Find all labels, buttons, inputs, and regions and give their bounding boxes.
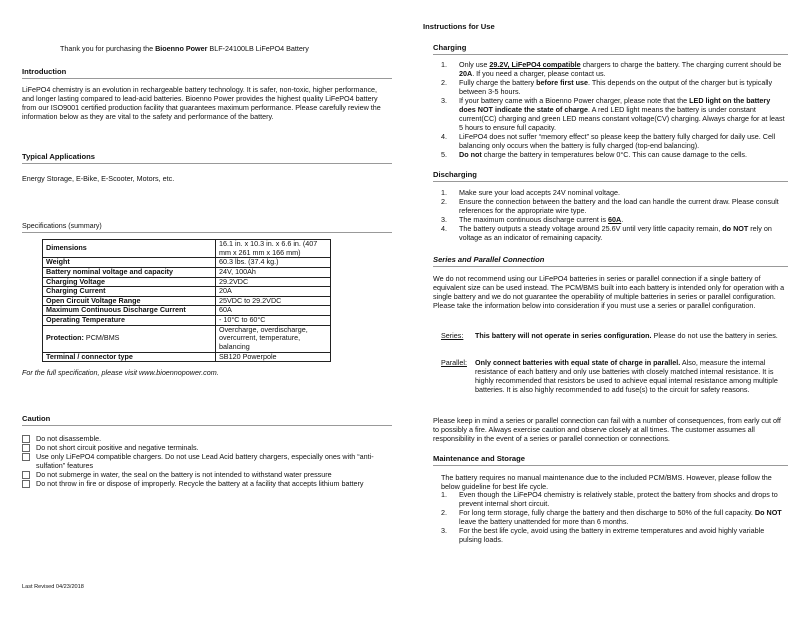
checkbox-icon xyxy=(22,471,30,479)
spec-key: Charging Current xyxy=(43,287,216,297)
charging-heading: Charging xyxy=(433,43,467,52)
spec-key: Charging Voltage xyxy=(43,277,216,287)
instructions-title: Instructions for Use xyxy=(423,22,495,31)
introduction-text: LiFePO4 chemistry is an evolution in rechargeable battery technology. It is safer, non-toxic, higher performance, and longer lasting compared to lead-acid batteries. Bioenno Power provides the highest quality LiFePO4 battery from our ISO9001 certified production facility that guarantees maximum performance. Please carefully review the information below as they are vital to the safety and performance of the battery. xyxy=(22,85,381,121)
list-item: 4. LiFePO4 does not suffer “memory effect” so please keep the battery fully charged for daily use. Cell balancing only occurs when the battery is fully charged (top-end balancing). xyxy=(441,132,776,150)
list-item: 2. Ensure the connection between the battery and the load can handle the current draw. Please consult references for the appropriate wire type. xyxy=(441,197,779,215)
list-item: Do not disassemble. xyxy=(22,434,384,443)
table-row xyxy=(43,325,331,352)
spec-key: Weight xyxy=(43,258,216,268)
divider xyxy=(22,425,392,426)
checkbox-icon xyxy=(22,480,30,488)
checkbox-icon xyxy=(22,435,30,443)
list-item: 1. Only use 29.2V, LiFePO4 compatible chargers to charge the battery. The charging current should be 20A. If you need a charger, please contact us. xyxy=(441,60,782,78)
parallel-note: Parallel: Only connect batteries with equal state of charge in parallel. Also, measure the internal resistance of each battery and only use batteries with closely matched internal resistance. It is highly recommended that resistors be used to achieve equal internal resistance among multiple batteries. It is also highly recommended to add fuse(s) to the circuit for safety reasons. xyxy=(441,358,778,394)
applications-text: Energy Storage, E-Bike, E-Scooter, Motors, etc. xyxy=(22,174,175,183)
charging-list xyxy=(441,60,786,159)
table-row xyxy=(43,352,331,362)
series-parallel-text: We do not recommend using our LiFePO4 batteries in series or parallel connection if a single battery of equivalent size can be used instead. The PCM/BMS built into each battery is intended only for operation with a single battery and we do not guarantee the operability of multiple batteries in series or parallel configuration. Please take the information below into consideration if you must use a series or parallel configuration. xyxy=(433,274,785,310)
checkbox-icon xyxy=(22,444,30,452)
spec-value: 60.3 lbs. (37.4 kg.) xyxy=(216,258,331,268)
spec-key: Open Circuit Voltage Range xyxy=(43,296,216,306)
spec-key: Operating Temperature xyxy=(43,316,216,326)
series-note: Series: This battery will not operate in series configuration. Please do not use the battery in series. xyxy=(441,331,778,340)
list-item: Do not short circuit positive and negative terminals. xyxy=(22,443,384,452)
divider xyxy=(433,54,788,55)
discharging-list xyxy=(441,188,786,242)
spec-value: 16.1 in. x 10.3 in. x 6.6 in. (407 mm x 261 mm x 166 mm) xyxy=(216,240,331,258)
maintenance-list xyxy=(441,490,786,544)
table-row xyxy=(43,267,331,277)
list-item: Do not throw in fire or dispose of improperly. Recycle the battery at a facility that accepts lithium battery xyxy=(22,479,384,488)
specification-footnote: For the full specification, please visit www.bioennopower.com. xyxy=(22,368,219,377)
spec-value: 25VDC to 29.2VDC xyxy=(216,296,331,306)
divider xyxy=(22,163,392,164)
caution-heading: Caution xyxy=(22,414,51,423)
table-row xyxy=(43,240,331,258)
spec-key: Dimensions xyxy=(43,240,216,258)
spec-key: Battery nominal voltage and capacity xyxy=(43,267,216,277)
spec-key: Maximum Continuous Discharge Current xyxy=(43,306,216,316)
list-item: 3. If your battery came with a Bioenno Power charger, please note that the LED light on the battery does NOT indicate the state of charge. A red LED light means the battery is under constant current(CC) charging and green LED means constant voltage(CV) charging. Always charge for at least 5 hours to ensure full capacity. xyxy=(441,96,785,132)
caution-list xyxy=(22,434,384,488)
spec-value: Overcharge, overdischarge, overcurrent, temperature, balancing xyxy=(216,325,331,352)
spec-value: 20A xyxy=(216,287,331,297)
spec-value: 60A xyxy=(216,306,331,316)
series-parallel-warning: Please keep in mind a series or parallel connection can fail with a number of consequences, from early cut off to possibly a fire. Always exercise caution and observe closely at all times. The customer assumes all responsibility in the event of a series or parallel connection or connections. xyxy=(433,416,781,443)
list-item: 1. Make sure your load accepts 24V nominal voltage. xyxy=(441,188,621,197)
table-row xyxy=(43,316,331,326)
list-item: 3. For the best life cycle, avoid using the battery in extreme temperatures and avoid highly variable pulsing loads. xyxy=(441,526,765,544)
spec-value: 29.2VDC xyxy=(216,277,331,287)
last-revised: Last Revised 04/23/2018 xyxy=(22,584,84,590)
list-item: 5. Do not charge the battery in temperatures below 0°C. This can cause damage to the cells. xyxy=(441,150,747,159)
list-item: 2. For long term storage, fully charge the battery and then discharge to 50% of the full capacity. Do NOT leave the battery unattended for more than 6 months. xyxy=(441,508,782,526)
checkbox-icon xyxy=(22,453,30,461)
table-row xyxy=(43,287,331,297)
list-item: 2. Fully charge the battery before first use. This depends on the output of the charger but is typically between 3-5 hours. xyxy=(441,78,773,96)
divider xyxy=(433,266,788,267)
list-item: 3. The maximum continuous discharge current is 60A. xyxy=(441,215,624,224)
list-item: Use only LiFePO4 compatible chargers. Do not use Lead Acid battery chargers, especially ones with “anti-sulfation” features xyxy=(22,452,384,470)
discharging-heading: Discharging xyxy=(433,170,477,179)
specifications-heading: Specifications (summary) xyxy=(22,221,102,230)
list-item: 4. The battery outputs a steady voltage around 25.6V until very little capacity remain, do NOT rely on voltage as an indicator of remaining capacity. xyxy=(441,224,772,242)
introduction-heading: Introduction xyxy=(22,67,67,76)
spec-key: Terminal / connector type xyxy=(43,352,216,362)
thank-you-line: Thank you for purchasing the Bioenno Power BLF-24100LB LiFePO4 Battery xyxy=(60,44,309,53)
maintenance-heading: Maintenance and Storage xyxy=(433,454,525,463)
series-parallel-heading: Series and Parallel Connection xyxy=(433,255,545,264)
divider xyxy=(22,232,392,233)
spec-value: 24V, 100Ah xyxy=(216,267,331,277)
divider xyxy=(433,181,788,182)
table-row xyxy=(43,258,331,268)
maintenance-intro: The battery requires no manual maintenance due to the included PCM/BMS. However, please follow the below guideline for best life cycle. xyxy=(441,473,772,491)
divider xyxy=(22,78,392,79)
typical-applications-heading: Typical Applications xyxy=(22,152,95,161)
list-item: 1. Even though the LiFePO4 chemistry is relatively stable, protect the battery from shocks and drops to prevent internal short circuit. xyxy=(441,490,778,508)
specifications-table xyxy=(42,239,331,362)
spec-value: SB120 Powerpole xyxy=(216,352,331,362)
spec-key: Protection: PCM/BMS xyxy=(43,325,216,352)
divider xyxy=(433,465,788,466)
list-item: Do not submerge in water, the seal on the battery is not intended to withstand water pressure xyxy=(22,470,384,479)
spec-value: - 10°C to 60°C xyxy=(216,316,331,326)
